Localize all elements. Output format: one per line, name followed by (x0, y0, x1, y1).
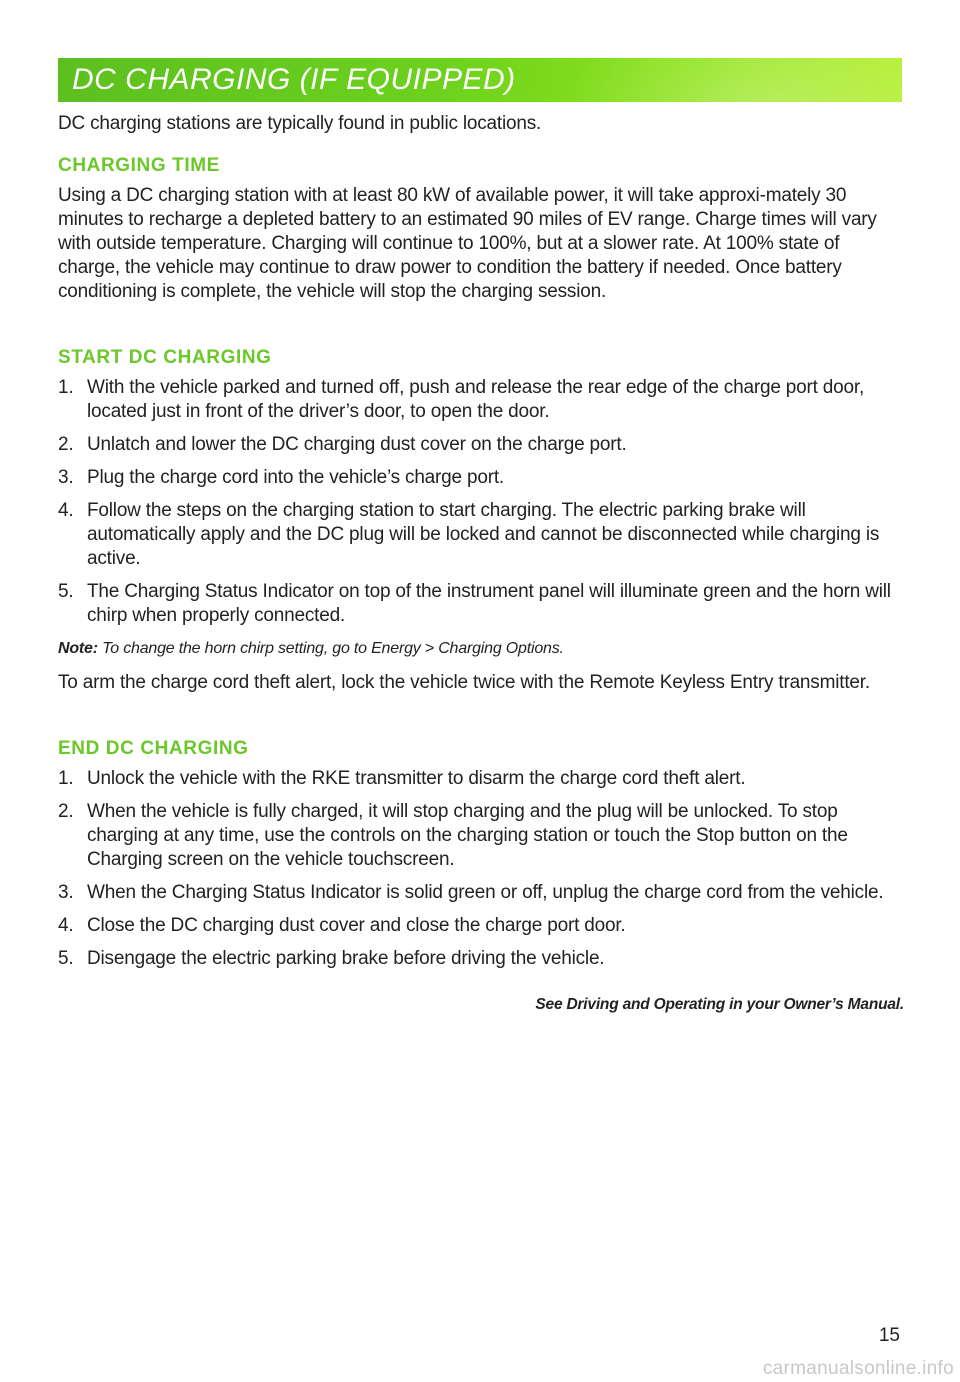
step-text: Unlatch and lower the DC charging dust cover on the charge port. (87, 434, 627, 455)
step-number: 3. (58, 467, 74, 488)
start-steps-list (58, 376, 904, 628)
step-number: 2. (58, 434, 74, 455)
step-text: Follow the steps on the charging station to start charging. The electric parking brake will automatically apply and the DC plug will be locked and cannot be disconnected while charging is active. (87, 500, 880, 569)
end-steps-list (58, 767, 904, 971)
step-text: The Charging Status Indicator on top of the instrument panel will illuminate green and the horn will chirp when properly connected. (87, 581, 891, 626)
step-number: 1. (58, 377, 74, 398)
theft-alert-text: To arm the charge cord theft alert, lock the vehicle twice with the Remote Keyless Entry transmitter. (58, 672, 870, 693)
step-text: Unlock the vehicle with the RKE transmitter to disarm the charge cord theft alert. (87, 768, 746, 789)
step-number: 1. (58, 768, 74, 789)
step-number: 5. (58, 948, 74, 969)
note-text: To change the horn chirp setting, go to Energy > Charging Options. (102, 640, 564, 657)
list-item (58, 376, 904, 424)
step-number: 2. (58, 801, 74, 822)
section-title: DC CHARGING (IF EQUIPPED) (72, 63, 516, 96)
step-number: 3. (58, 882, 74, 903)
page-number: 15 (878, 1325, 900, 1346)
list-item (58, 947, 904, 971)
footer-watermark: carmanualsonline.info (762, 1358, 954, 1379)
list-item (58, 433, 904, 457)
section-banner (58, 58, 902, 102)
list-item (58, 800, 904, 872)
list-item (58, 767, 904, 791)
charging-time-text: Using a DC charging station with at least 80 kW of available power, it will take approxi-mately 30 minutes to recharge a depleted battery to an estimated 90 miles of EV range. Charge times will vary with outside temperature. Charging will continue to 100%, but at a slower rate. At 100% state of charge, the vehicle may continue to draw power to condition the battery if needed. Once battery conditioning is complete, the vehicle will stop the charging session. (58, 185, 877, 302)
end-charging-heading: END DC CHARGING (58, 738, 249, 759)
note (58, 637, 904, 661)
see-also-reference: See Driving and Operating in your Owner’s Manual. (535, 996, 904, 1013)
step-number: 5. (58, 581, 74, 602)
list-item (58, 499, 904, 571)
list-item (58, 881, 904, 905)
charging-time-heading: CHARGING TIME (58, 155, 220, 176)
list-item (58, 580, 904, 628)
page-content (58, 112, 904, 1017)
intro-text: DC charging stations are typically found in public locations. (58, 113, 542, 134)
step-text: With the vehicle parked and turned off, push and release the rear edge of the charge port door, located just in front of the driver’s door, to open the door. (87, 377, 865, 422)
step-text: When the Charging Status Indicator is solid green or off, unplug the charge cord from the vehicle. (87, 882, 884, 903)
list-item (58, 466, 904, 490)
step-text: Close the DC charging dust cover and close the charge port door. (87, 915, 626, 936)
step-text: Disengage the electric parking brake before driving the vehicle. (87, 948, 605, 969)
note-label: Note: (58, 640, 98, 657)
step-number: 4. (58, 915, 74, 936)
step-number: 4. (58, 500, 74, 521)
step-text: Plug the charge cord into the vehicle’s charge port. (87, 467, 505, 488)
step-text: When the vehicle is fully charged, it will stop charging and the plug will be unlocked. To stop charging at any time, use the controls on the charging station or touch the Stop button on the Charging screen on the vehicle touchscreen. (87, 801, 848, 870)
list-item (58, 914, 904, 938)
start-charging-heading: START DC CHARGING (58, 347, 272, 368)
